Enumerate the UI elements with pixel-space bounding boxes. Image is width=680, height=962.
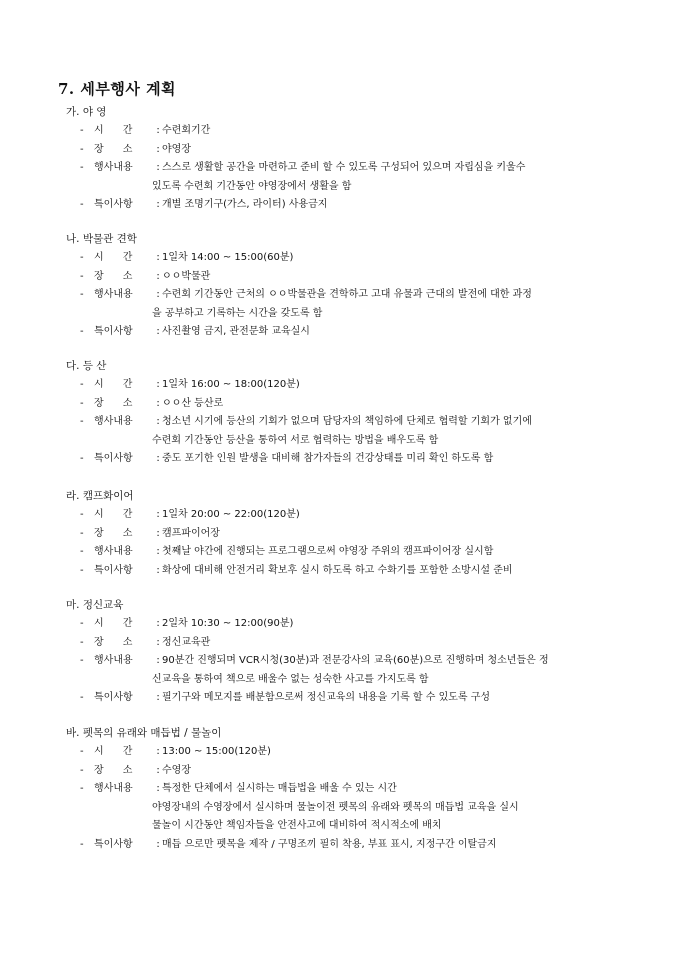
row-value: 특정한 단체에서 실시하는 매듭법을 배울 수 있는 시간 — [162, 783, 397, 794]
row-value: 13:00 ~ 15:00(120분) — [162, 746, 271, 757]
detail-row — [80, 636, 210, 650]
row-colon: : — [156, 655, 160, 666]
detail-row — [80, 270, 210, 284]
bullet-dash: - — [80, 379, 84, 390]
row-label: 행사내용 — [94, 416, 133, 427]
detail-row — [80, 691, 490, 705]
row-colon: : — [156, 125, 160, 136]
row-value: 중도 포기한 인원 발생을 대비해 참가자들의 건강상태를 미리 확인 하도록 함 — [162, 453, 494, 464]
row-value: 필기구와 메모지를 배분함으로써 정신교육의 내용을 기록 할 수 있도록 구성 — [162, 692, 491, 703]
detail-row — [80, 143, 191, 157]
row-label: 행사내용 — [94, 289, 133, 300]
row-value: 수영장 — [162, 764, 191, 776]
row-value: 1일차 20:00 ~ 22:00(120분) — [162, 509, 300, 520]
row-colon: : — [156, 416, 160, 427]
row-label: 행사내용 — [94, 546, 133, 557]
bullet-dash: - — [80, 783, 84, 794]
row-label: 장 소 — [94, 143, 133, 155]
bullet-dash: - — [80, 453, 84, 464]
row-label: 장 소 — [94, 764, 133, 776]
row-colon: : — [156, 783, 160, 794]
detail-row — [80, 564, 513, 578]
detail-row — [80, 617, 293, 631]
detail-row — [80, 161, 525, 175]
section-heading: 바. 펫목의 유래와 매듭법 / 물놀이 — [66, 727, 222, 739]
row-value: ㅇㅇ박물관 — [162, 270, 211, 282]
row-label: 행사내용 — [94, 162, 133, 173]
row-colon: : — [156, 746, 160, 757]
bullet-dash: - — [80, 527, 84, 539]
detail-row — [80, 288, 532, 302]
section-heading: 다. 등 산 — [66, 360, 107, 372]
row-value: 캠프파이어장 — [162, 527, 220, 539]
detail-row — [80, 545, 493, 559]
row-continuation: 있도록 수련회 기간동안 야영장에서 생활을 함 — [152, 180, 352, 192]
detail-row — [80, 198, 327, 212]
bullet-dash: - — [80, 838, 84, 850]
row-label: 시 간 — [94, 618, 133, 629]
row-value: 화상에 대비해 안전거리 확보후 실시 하도록 하고 수화기를 포함한 소방시설 준비 — [162, 564, 513, 576]
row-value: 90분간 진행되며 VCR시청(30분)과 전문강사의 교육(60분)으로 진행하며 청소년들은 정 — [162, 655, 549, 666]
row-label: 특이사항 — [94, 692, 133, 703]
row-label: 특이사항 — [94, 199, 133, 210]
row-label: 시 간 — [94, 746, 133, 757]
bullet-dash: - — [80, 509, 84, 520]
detail-row — [80, 527, 220, 541]
row-colon: : — [156, 564, 160, 576]
row-colon: : — [156, 764, 160, 776]
bullet-dash: - — [80, 326, 84, 337]
row-continuation: 물놀이 시간동안 책임자들을 안전사고에 대비하여 적시적소에 배치 — [152, 820, 442, 831]
row-continuation: 을 공부하고 기록하는 시간을 갖도록 함 — [152, 307, 323, 319]
row-value: 수련회기간 — [162, 125, 211, 136]
row-colon: : — [156, 636, 160, 648]
bullet-dash: - — [80, 162, 84, 173]
row-colon: : — [156, 162, 160, 173]
bullet-dash: - — [80, 764, 84, 776]
row-label: 장 소 — [94, 527, 133, 539]
row-label: 장 소 — [94, 270, 133, 282]
section-heading: 나. 박물관 견학 — [66, 233, 137, 245]
bullet-dash: - — [80, 397, 84, 409]
row-value: 사진촬영 금지, 관전문화 교육실시 — [162, 326, 310, 337]
row-continuation: 야영장내의 수영장에서 실시하며 물놀이전 펫목의 유래와 펫목의 매듭법 교육을 실시 — [152, 801, 519, 813]
row-colon: : — [156, 618, 160, 629]
detail-row — [80, 654, 549, 668]
row-value: 1일차 16:00 ~ 18:00(120분) — [162, 379, 300, 390]
row-label: 특이사항 — [94, 564, 133, 576]
page-title: 7. 세부행사 계획 — [58, 80, 177, 98]
detail-row — [80, 764, 191, 778]
row-continuation: 수련회 기간동안 등산을 통하여 서로 협력하는 방법을 배우도록 함 — [152, 434, 439, 446]
row-colon: : — [156, 289, 160, 300]
bullet-dash: - — [80, 252, 84, 263]
row-label: 특이사항 — [94, 326, 133, 337]
row-value: 스스로 생활할 공간을 마련하고 준비 할 수 있도록 구성되어 있으며 자립심을 키울수 — [162, 162, 526, 173]
detail-row — [80, 782, 397, 796]
bullet-dash: - — [80, 546, 84, 557]
row-colon: : — [156, 199, 160, 210]
detail-row — [80, 838, 497, 852]
row-colon: : — [156, 546, 160, 557]
row-label: 시 간 — [94, 509, 133, 520]
bullet-dash: - — [80, 125, 84, 136]
row-value: 첫째날 야간에 진행되는 프로그램으로써 야영장 주위의 캠프파이어장 실시함 — [162, 546, 494, 557]
row-value: 매듭 으로만 펫목을 제작 / 구명조끼 필히 착용, 부표 표시, 지정구간 이탈금지 — [162, 838, 497, 850]
bullet-dash: - — [80, 692, 84, 703]
bullet-dash: - — [80, 270, 84, 282]
row-colon: : — [156, 143, 160, 155]
row-colon: : — [156, 527, 160, 539]
bullet-dash: - — [80, 618, 84, 629]
bullet-dash: - — [80, 143, 84, 155]
row-value: 정신교육관 — [162, 636, 211, 648]
bullet-dash: - — [80, 199, 84, 210]
detail-row — [80, 124, 210, 138]
row-value: 야영장 — [162, 143, 191, 155]
detail-row — [80, 251, 293, 265]
section-heading: 마. 정신교육 — [66, 599, 124, 611]
row-value: 개별 조명기구(가스, 라이터) 사용금지 — [162, 199, 328, 210]
row-label: 특이사항 — [94, 453, 133, 464]
detail-row — [80, 452, 493, 466]
row-continuation: 신교육을 통하여 책으로 배울수 없는 성숙한 사고를 가지도록 함 — [152, 673, 429, 685]
detail-row — [80, 508, 300, 522]
row-value: ㅇㅇ산 등산로 — [162, 397, 224, 409]
row-label: 시 간 — [94, 252, 133, 263]
bullet-dash: - — [80, 746, 84, 757]
row-colon: : — [156, 270, 160, 282]
row-colon: : — [156, 509, 160, 520]
row-label: 특이사항 — [94, 838, 133, 850]
row-label: 장 소 — [94, 397, 133, 409]
row-colon: : — [156, 326, 160, 337]
row-value: 수련회 기간동안 근처의 ㅇㅇ박물관을 견학하고 고대 유물과 근대의 발전에 대한 과정 — [162, 289, 532, 300]
row-label: 시 간 — [94, 125, 133, 136]
row-label: 행사내용 — [94, 655, 133, 666]
row-colon: : — [156, 379, 160, 390]
bullet-dash: - — [80, 416, 84, 427]
bullet-dash: - — [80, 655, 84, 666]
bullet-dash: - — [80, 564, 84, 576]
row-value: 2일차 10:30 ~ 12:00(90분) — [162, 618, 294, 629]
detail-row — [80, 397, 223, 411]
row-colon: : — [156, 692, 160, 703]
row-value: 청소년 시기에 등산의 기회가 없으며 담당자의 책임하에 단체로 협력할 기회가 없기에 — [162, 416, 532, 427]
row-label: 시 간 — [94, 379, 133, 390]
bullet-dash: - — [80, 636, 84, 648]
detail-row — [80, 378, 300, 392]
row-colon: : — [156, 397, 160, 409]
row-label: 장 소 — [94, 636, 133, 648]
detail-row — [80, 415, 532, 429]
row-value: 1일차 14:00 ~ 15:00(60분) — [162, 252, 294, 263]
detail-row — [80, 745, 271, 759]
bullet-dash: - — [80, 289, 84, 300]
section-heading: 가. 야 영 — [66, 106, 107, 118]
row-label: 행사내용 — [94, 783, 133, 794]
section-heading: 라. 캠프화이어 — [66, 490, 134, 502]
row-colon: : — [156, 838, 160, 850]
row-colon: : — [156, 252, 160, 263]
row-colon: : — [156, 453, 160, 464]
detail-row — [80, 325, 310, 339]
